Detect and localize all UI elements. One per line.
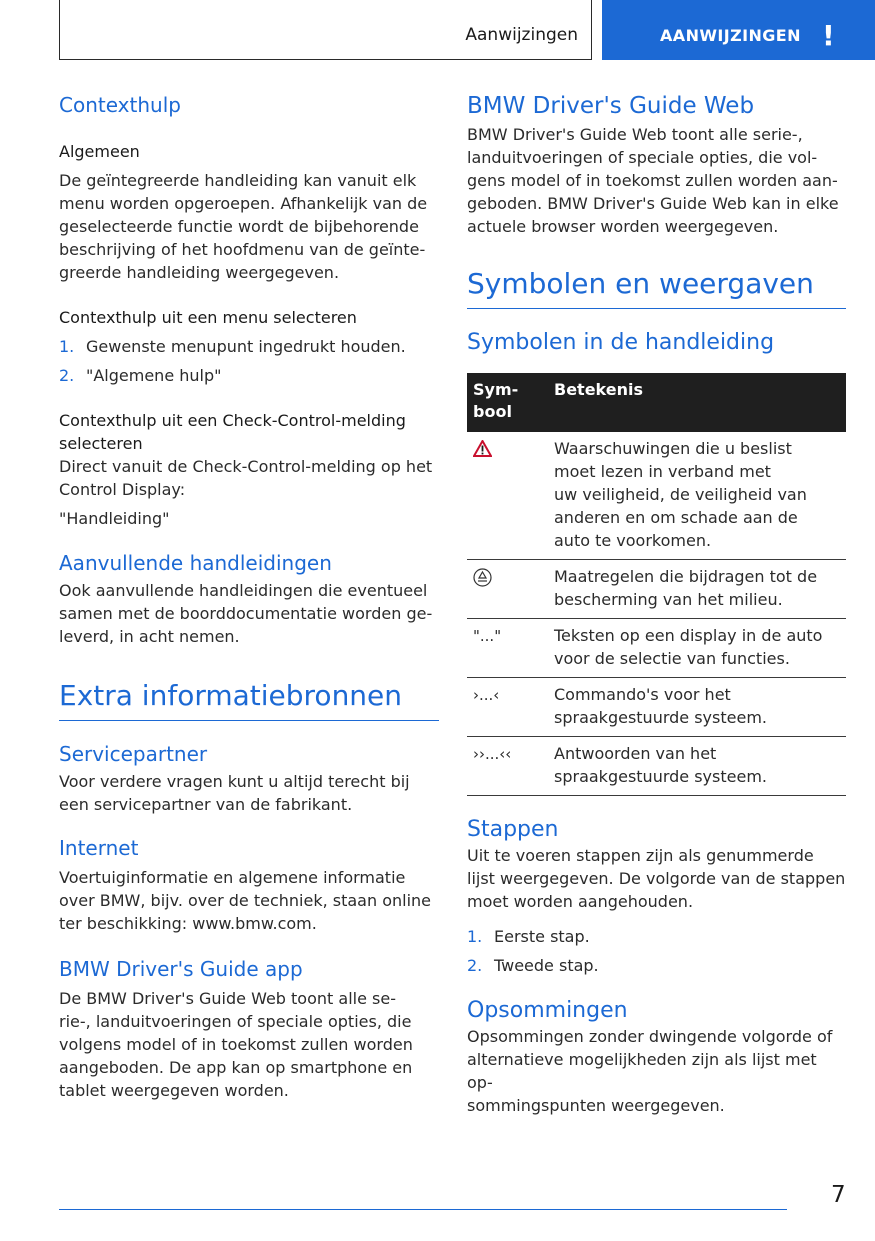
symbolen-handleiding-heading: Symbolen in de handleiding <box>467 330 775 355</box>
table-row: Waarschuwingen die u beslist moet lezen in verband met uw veiligheid, de veiligheid van anderen en om schade aan de auto te voorkomen. <box>467 432 846 560</box>
quote-symbol: "..." <box>473 627 502 645</box>
internet-paragraph: Voertuiginformatie en algemene informatie over BMW, bijv. over de techniek, staan online ter beschikking: www.bmw.com. <box>59 868 432 933</box>
meaning-column-header: Betekenis <box>548 373 846 432</box>
answer-symbol: ››...‹‹ <box>473 745 512 763</box>
header-section-label: Aanwijzingen <box>465 25 578 45</box>
table-row: ››...‹‹ Antwoorden van het spraakgestuurde systeem. <box>467 737 846 796</box>
contexthulp-heading: Contexthulp <box>59 93 181 117</box>
list-item: 1. Eerste stap. <box>467 927 590 946</box>
internet-heading: Internet <box>59 836 139 860</box>
opsommingen-paragraph: Opsommingen zonder dwingende volgorde of alternatieve mogelijkheden zijn als lijst met op- sommingspunten weergegeven. <box>467 1027 833 1115</box>
algemeen-heading: Algemeen <box>59 142 140 161</box>
servicepartner-heading: Servicepartner <box>59 742 208 766</box>
check-control-paragraph: Direct vanuit de Check-Control-melding op het Control Display: <box>59 457 433 499</box>
aanvullende-paragraph: Ook aanvullende handleidingen die eventueel samen met de boorddocumentatie worden ge- leverd, in acht nemen. <box>59 581 433 646</box>
stappen-paragraph: Uit te voeren stappen zijn als genummerde lijst weergegeven. De volgorde van de stappen moet worden aangehouden. <box>467 846 846 911</box>
stappen-heading: Stappen <box>467 817 559 842</box>
list-item: 2. Tweede stap. <box>467 956 599 975</box>
drivers-guide-web-heading: BMW Driver's Guide Web <box>467 93 755 119</box>
check-control-heading: Contexthulp uit een Check-Control-melding selecteren <box>59 411 406 453</box>
extra-informatiebronnen-heading: Extra informatiebronnen <box>59 678 439 721</box>
table-header-row <box>467 373 846 432</box>
chapter-tab <box>602 0 875 60</box>
warning-triangle-icon <box>473 440 492 457</box>
opsommingen-heading: Opsommingen <box>467 998 628 1023</box>
right-column <box>467 92 847 1117</box>
check-control-value: "Handleiding" <box>59 509 170 528</box>
menu-select-heading: Contexthulp uit een menu selecteren <box>59 308 357 327</box>
servicepartner-paragraph: Voor verdere vragen kunt u altijd terecht bij een servicepartner van de fabrikant. <box>59 772 410 814</box>
list-item: 1. Gewenste menupunt ingedrukt houden. <box>59 337 406 356</box>
page-number: 7 <box>831 1182 846 1208</box>
table-row: Maatregelen die bijdragen tot de bescherming van het milieu. <box>467 560 846 619</box>
algemeen-paragraph: De geïntegreerde handleiding kan vanuit elk menu worden opgeroepen. Afhankelijk van de geselecteerde functie wordt de bijbehorende beschrijving of het hoofdmenu van de geïnte- greerde handleiding weergegeven. <box>59 171 428 282</box>
left-column <box>59 92 439 1102</box>
running-header <box>59 0 592 60</box>
exclamation-icon: ! <box>822 19 835 52</box>
symbolen-weergaven-heading: Symbolen en weergaven <box>467 266 846 309</box>
symbol-column-header: Sym- bool <box>467 373 548 432</box>
drivers-guide-app-heading: BMW Driver's Guide app <box>59 957 303 981</box>
recycle-icon <box>473 568 492 587</box>
list-item: 2. "Algemene hulp" <box>59 366 222 385</box>
drivers-guide-web-paragraph: BMW Driver's Guide Web toont alle serie-, landuitvoeringen of speciale opties, die vol- gens model of in toekomst zullen worden aan- geboden. BMW Driver's Guide Web kan in elke actuele browser worden weergegeven. <box>467 125 839 236</box>
drivers-guide-app-paragraph: De BMW Driver's Guide Web toont alle se- rie-, landuitvoeringen of speciale opties, die volgens model of in toekomst zullen worden aangeboden. De app kan op smartphone en tablet weergegeven worden. <box>59 989 413 1100</box>
command-symbol: ›...‹ <box>473 686 500 704</box>
symbols-table <box>467 373 846 796</box>
aanvullende-heading: Aanvullende handleidingen <box>59 551 332 575</box>
footer-rule <box>59 1209 787 1210</box>
chapter-tab-label: AANWIJZINGEN <box>660 26 801 45</box>
table-row: "..." Teksten op een display in de auto voor de selectie van functies. <box>467 619 846 678</box>
table-row: ›...‹ Commando's voor het spraakgestuurde systeem. <box>467 678 846 737</box>
